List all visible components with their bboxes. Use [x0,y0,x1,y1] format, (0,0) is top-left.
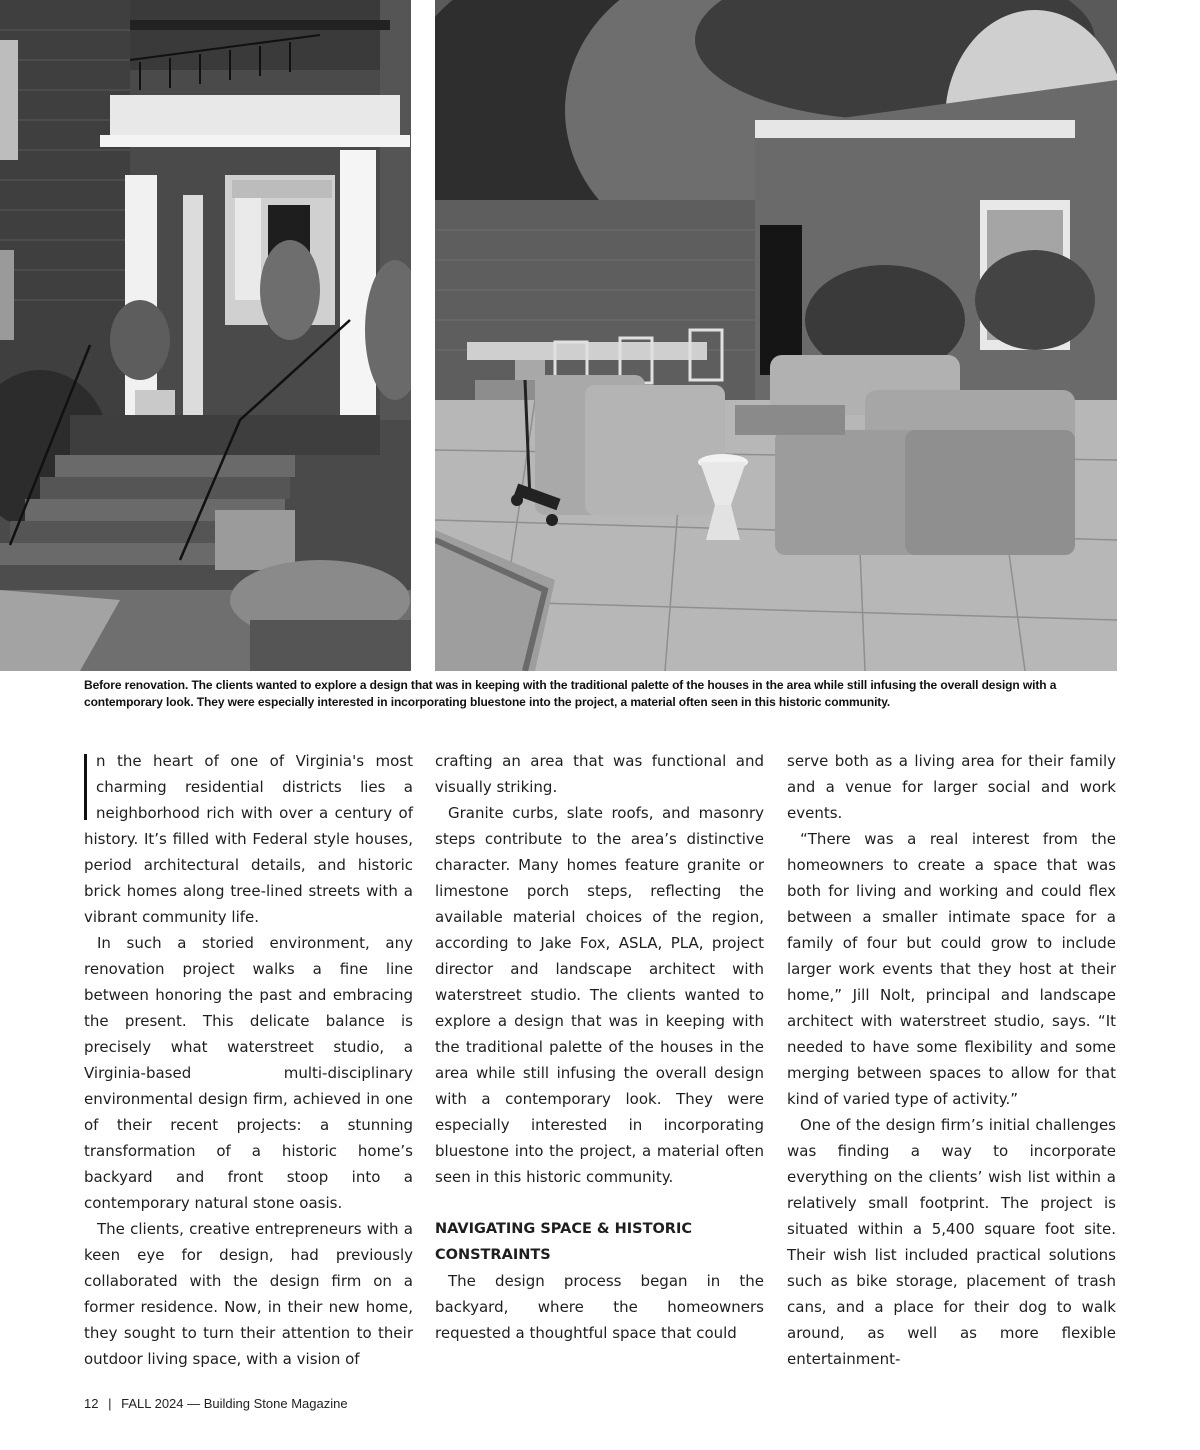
photo-backyard-patio [435,0,1117,671]
article-paragraph: Granite curbs, slate roofs, and masonry steps contribute to the area’s distinctive character. Many homes feature granite or limestone porch steps, reflecting the available material choices of the region, according to Jake Fox, ASLA, PLA, project director and landscape architect with waterstreet studio. The clients wanted to explore a design that was in keeping with the traditional palette of the houses in the area while still infusing the overall design with a contemporary look. They were especially interested in incorporating bluestone into the project, a material often seen in this historic community. [435,804,764,1186]
backyard-patio-illustration [435,0,1117,671]
page-footer [84,1396,354,1411]
article-paragraph: The design process began in the backyard, where the homeowners requested a thoughtful space that could [435,1272,764,1342]
footer-separator: | [108,1396,112,1411]
paragraph-text: n the heart of one of Virginia's most charming residential districts lies a neighborhood rich with over a century of history. It’s filled with Federal style houses, period architectural details, and historic brick homes along tree-lined streets with a vibrant community life. [84,752,413,926]
article-paragraph: crafting an area that was functional and visually striking. [435,752,764,796]
article-paragraph: serve both as a living area for their family and a venue for larger social and work events. [787,752,1116,822]
issue-label: FALL 2024 — Building Stone Magazine [121,1396,348,1411]
article-paragraph: In such a storied environment, any renovation project walks a fine line between honoring the past and embracing the present. This delicate balance is precisely what waterstreet studio, a Virginia-based multi-disciplinary environmental design firm, achieved in one of their recent projects: a stunning transformation of a historic home’s backyard and front stoop into a contemporary natural stone oasis. [84,934,413,1212]
article-column-3 [787,748,1116,1372]
page-number: 12 [84,1396,99,1411]
photo-front-stoop [0,0,411,671]
drop-cap-i [84,754,87,820]
photo-caption: Before renovation. The clients wanted to explore a design that was in keeping with the traditional palette of the houses in the area while still infusing the overall design with a contemporary look. They were especially interested in incorporating bluestone into the project, a material often seen in this historic community. [84,678,1057,709]
article-paragraph: “There was a real interest from the homeowners to create a space that was both for living and working and could flex between a smaller intimate space for a family of four but could grow to include larger work events that they host at their home,” Jill Nolt, principal and landscape architect with waterstreet studio, says. “It needed to have some flexibility and some merging between spaces to allow for that kind of varied type of activity.” [787,830,1116,1108]
front-stoop-illustration [0,0,411,671]
article-column-1 [84,748,413,1372]
article-paragraph [84,748,413,930]
article-paragraph: One of the design firm’s initial challenges was finding a way to incorporate everything on the clients’ wish list within a relatively small footprint. The project is situated within a 5,400 square foot site. Their wish list included practical solutions such as bike storage, placement of trash cans, and a place for their dog to walk around, as well as more flexible entertainment- [787,1116,1116,1368]
section-heading: NAVIGATING SPACE & HISTORIC CONSTRAINTS [435,1221,692,1263]
article-column-2 [435,748,764,1346]
article-paragraph: The clients, creative entrepreneurs with a keen eye for design, had previously collaborated with the design firm on a former residence. Now, in their new home, they sought to turn their attention to their outdoor living space, with a vision of [84,1220,413,1368]
